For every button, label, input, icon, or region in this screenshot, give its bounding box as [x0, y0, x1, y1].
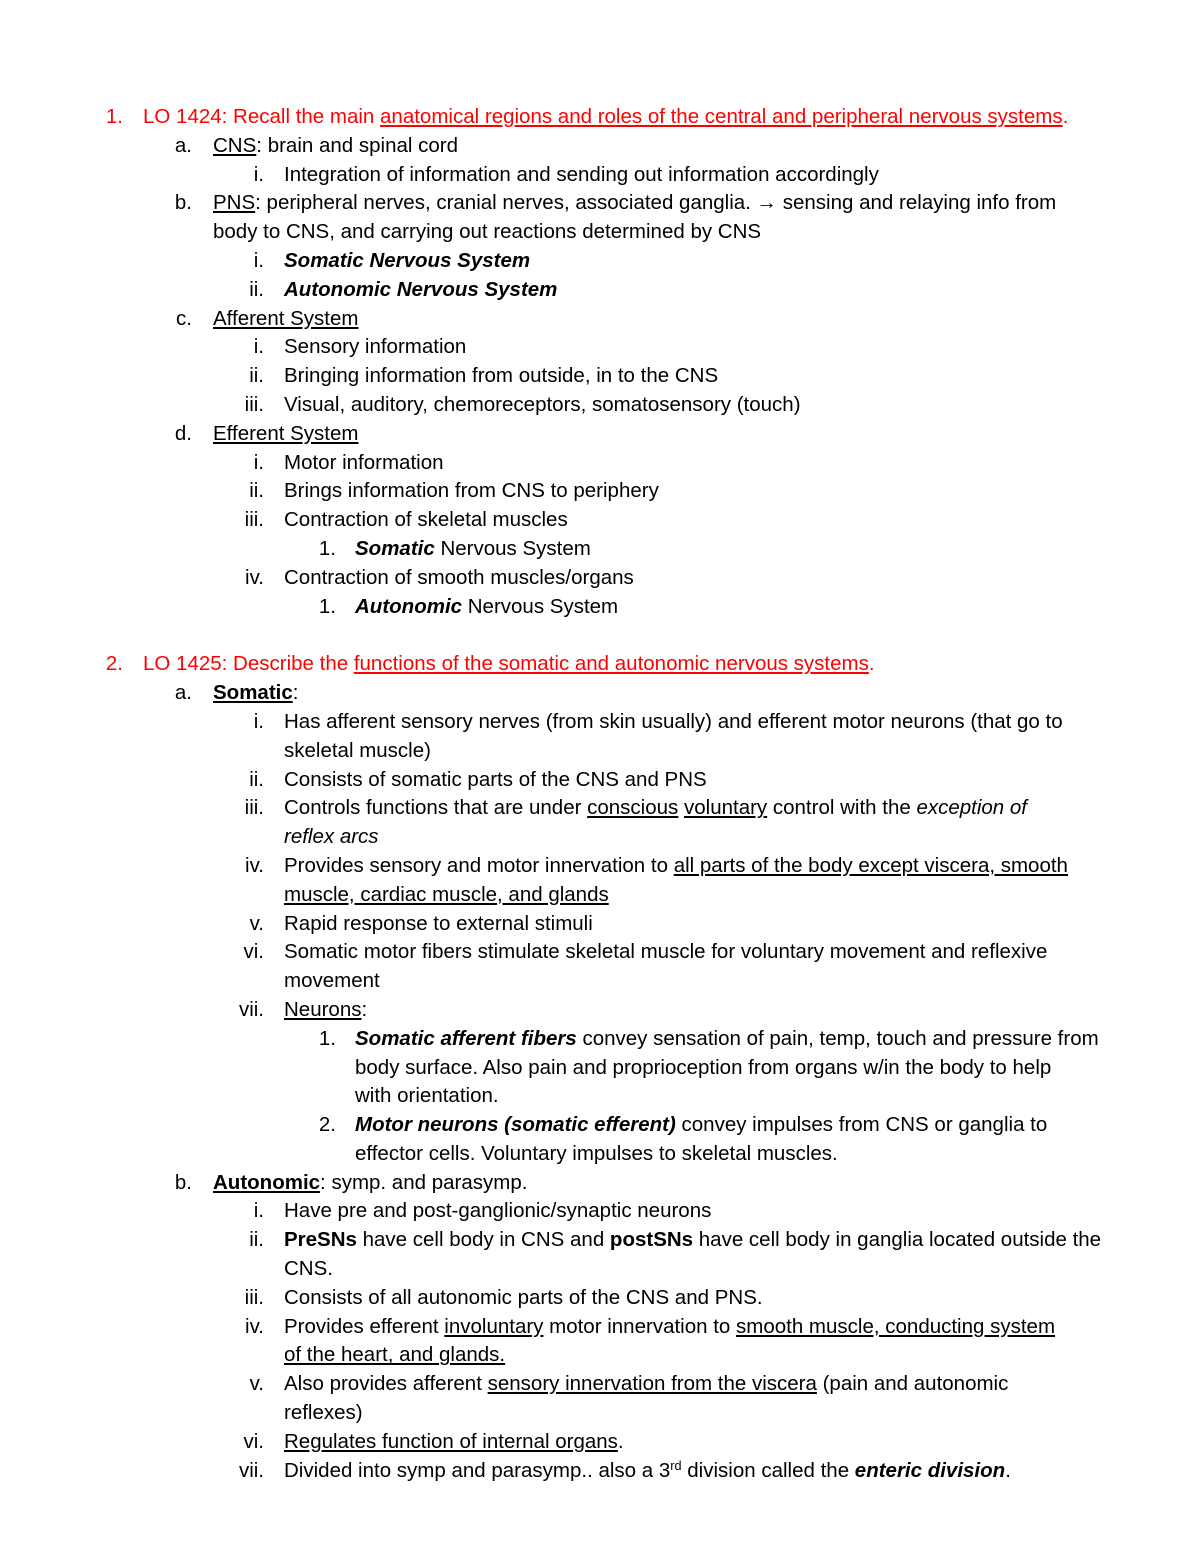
- list-item: ii. Bringing information from outside, in to the CNS: [249, 364, 719, 388]
- list-item: iv. Contraction of smooth muscles/organs: [245, 565, 634, 589]
- section-2-heading: 2. LO 1425: Describe the functions of the somatic and autonomic nervous systems.: [0, 650, 1200, 679]
- list-item: ii. Brings information from CNS to periphery: [249, 479, 659, 503]
- list-item: vii. Neurons:: [238, 997, 368, 1021]
- list-item: i. Motor information: [253, 450, 444, 474]
- list-item: iv. Provides sensory and motor innervation to all parts of the body except viscera, smooth: [245, 853, 1068, 877]
- list-item: d. Efferent System: [0, 420, 1200, 449]
- list-item: ii. Autonomic Nervous System: [249, 277, 558, 301]
- list-item: iii. Visual, auditory, chemoreceptors, somatosensory (touch): [244, 392, 801, 416]
- section-number: 2.: [105, 652, 123, 676]
- term-autonomic: Autonomic: [213, 1170, 321, 1194]
- list-item: iii. Consists of all autonomic parts of the CNS and PNS.: [244, 1285, 763, 1309]
- list-item: vi. Regulates function of internal organs.: [243, 1429, 624, 1453]
- section-1-heading: 1. LO 1424: Recall the main anatomical regions and roles of the central and peripheral nervous systems.: [0, 103, 1200, 132]
- list-item: i. Sensory information: [253, 335, 467, 359]
- list-item: i. Somatic Nervous System: [253, 248, 531, 272]
- list-item: i. Have pre and post-ganglionic/synaptic neurons: [253, 1199, 712, 1223]
- objective-topic: functions of the somatic and autonomic nervous systems: [353, 652, 869, 676]
- notes-document: 1. LO 1424: Recall the main anatomical regions and roles of the central and peripheral nervous systems. a. CNS: brain and spinal cord i. Integration of information and sending out information accordingly b. PNS: peripheral nerves, cranial nerves, associated ganglia. → sensing and relaying info from body to CNS, and carrying out reactions determined by CNS i. Somatic Nervous System ii. Autonomic Nervous System c. Afferent System i. Sensory information ii. Bringing information from outside, in to the CNS iii. Visual, auditory, chemoreceptors, somatosensory (touch) d. Efferent System i. Motor information ii. Brings information from CNS to periphery iii. Contraction of skeletal muscles 1. Somatic Nervous System iv. Contraction of smooth muscles/organs 1. Autonomic Nervous System 2. LO 1425: Describe the functions of the somatic and autonomic nervous systems. a. Somatic: i. Has afferent sensory nerves (from skin usually) and efferent motor neurons (that go to skeletal muscle) ii. Consists of somatic parts of the CNS and PNS iii. Controls functions that are under conscious voluntary control with the exception of reflex arcs iv. Provides sensory and motor innervation to all parts of the body except viscera, smooth muscle, cardiac muscle, and glands v. Rapid response to external stimuli vi. Somatic motor fibers stimulate skeletal muscle for voluntary movement and reflexive movement vii. Neurons: 1. Somatic afferent fibers convey sensation of pain, temp, touch and pressure from body surface. Also pain and proprioception from organs w/in the body to help with orientation. 2. Motor neurons (somatic efferent) convey impulses from CNS or ganglia to effector cells. Voluntary impulses to skeletal muscles. b. Autonomic: symp. and parasymp. i. Have pre and post-ganglionic/synaptic neurons ii. PreSNs have cell body in CNS and postSNs have cell body in ganglia located outside the CNS. iii. Consists of all autonomic parts of the CNS and PNS. iv. Provides efferent involuntary motor innervation to smooth muscle, conducting system of the heart, and glands. v. Also provides afferent sensory innervation from the viscera (pain and autonomic reflexes) vi. Regulates function of internal organs. vii. Divided into symp and parasymp.. also a 3rd division called the enteric division.: [0, 103, 1200, 1485]
- list-item: vii. Divided into symp and parasymp.. also a 3rd division called the enteric division.: [238, 1457, 1011, 1482]
- term-neurons: Neurons: [284, 997, 362, 1021]
- term-somatic: Somatic: [213, 681, 293, 705]
- list-item: 1. Somatic afferent fibers convey sensation of pain, temp, touch and pressure from: [318, 1026, 1099, 1050]
- term-efferent-system: Efferent System: [213, 421, 359, 445]
- term-cns: CNS: [213, 133, 257, 157]
- list-item: v. Rapid response to external stimuli: [249, 911, 593, 935]
- list-item: ii. Consists of somatic parts of the CNS and PNS: [249, 767, 707, 791]
- list-item: 1. Autonomic Nervous System: [318, 594, 619, 618]
- list-item: iii. Contraction of skeletal muscles: [244, 508, 568, 532]
- list-item: i. Has afferent sensory nerves (from skin usually) and efferent motor neurons (that go to: [253, 709, 1063, 733]
- list-item: b. Autonomic: symp. and parasymp.: [174, 1170, 528, 1194]
- term-afferent-system: Afferent System: [213, 306, 359, 330]
- list-item: v. Also provides afferent sensory innervation from the viscera (pain and autonomic: [249, 1372, 1009, 1396]
- list-item: a. CNS: brain and spinal cord: [174, 133, 459, 157]
- section-number: 1.: [105, 105, 123, 128]
- list-item: iii. Controls functions that are under conscious voluntary control with the exception of: [244, 796, 1028, 820]
- list-item: c. Afferent System: [0, 305, 1200, 334]
- list-item: b. PNS: peripheral nerves, cranial nerves, associated ganglia. → sensing and relaying info from: [174, 191, 1057, 215]
- term-pns: PNS: [213, 191, 256, 215]
- list-item: 1. Somatic Nervous System: [318, 536, 591, 560]
- list-item: 2. Motor neurons (somatic efferent) convey impulses from CNS or ganglia to: [318, 1113, 1048, 1137]
- list-item: i. Integration of information and sending out information accordingly: [253, 162, 879, 186]
- objective-topic: anatomical regions and roles of the central and peripheral nervous systems: [380, 105, 1063, 128]
- list-item: ii. PreSNs have cell body in CNS and postSNs have cell body in ganglia located outside the: [249, 1228, 1102, 1252]
- list-item: iv. Provides efferent involuntary motor innervation to smooth muscle, conducting system: [245, 1314, 1056, 1338]
- list-item: vi. Somatic motor fibers stimulate skeletal muscle for voluntary movement and reflexive: [243, 940, 1048, 964]
- list-item: a. Somatic:: [174, 681, 299, 705]
